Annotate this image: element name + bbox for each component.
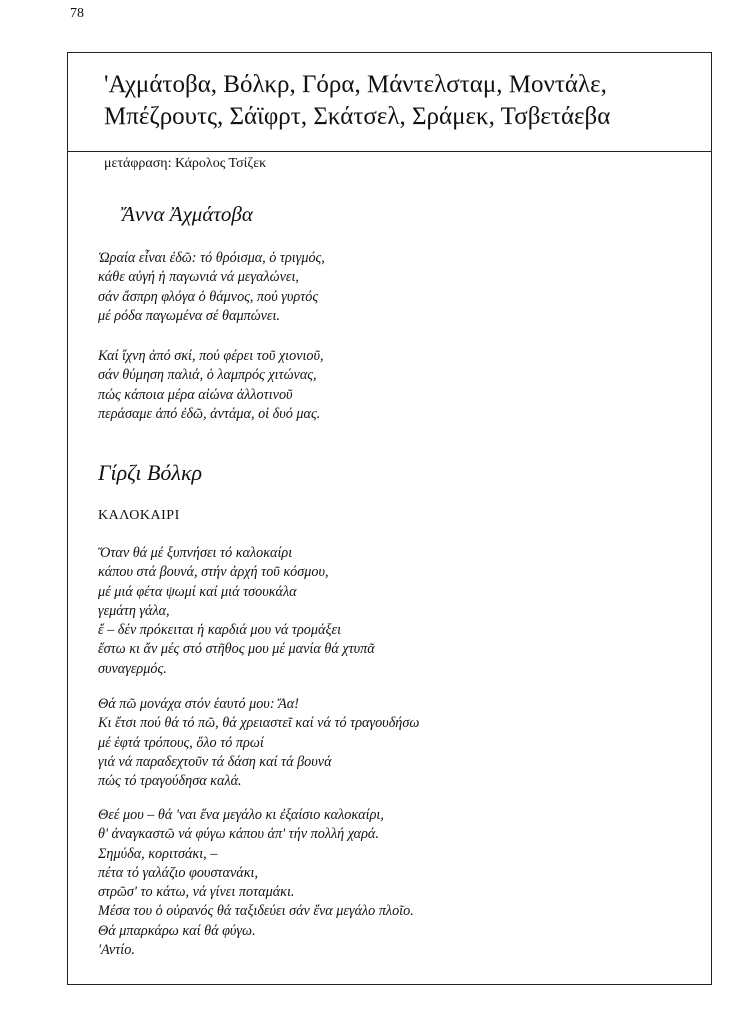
poem-title: ΚΑΛΟΚΑΙΡΙ: [98, 508, 180, 523]
poem-line: κάπου στά βουνά, στήν ἀρχή τοῦ κόσμου,: [98, 564, 329, 581]
poem-line: Ὡραία εἶναι ἐδῶ: τό θρόισμα, ὁ τριγμός,: [98, 250, 325, 266]
poem-line: Θεέ μου – θά 'ναι ἕνα μεγάλο κι ἐξαίσιο καλοκαίρι,: [98, 807, 384, 823]
poem-line: ἔ – δέν πρόκειται ἡ καρδιά μου νά τρομάξει: [98, 622, 342, 639]
poem-line: κάθε αὐγή ἡ παγωνιά νά μεγαλώνει,: [98, 269, 299, 286]
poem-line: Μέσα του ὁ οὐρανός θά ταξιδεύει σάν ἕνα μεγάλο πλοῖο.: [98, 903, 414, 920]
poem-line: γιά νά παραδεχτοῦν τά δάση καί τά βουνά: [98, 753, 332, 770]
poem-line: πώς τό τραγούδησα καλά.: [98, 773, 242, 790]
poem-line: Θά πῶ μονάχα στόν ἑαυτό μου: Ἄα!: [98, 696, 299, 712]
poem-line: Κι ἔτσι πού θά τό πῶ, θά χρειαστεῖ καί νά τό τραγουδήσω: [98, 715, 420, 732]
poem-line: στρῶσ' το κάτω, νά γίνει ποταμάκι.: [98, 884, 295, 901]
poem-line: σάν ἄσπρη φλόγα ὁ θάμνος, πού γυρτός: [98, 288, 319, 305]
poem-line: συναγερμός.: [98, 660, 167, 677]
poem-line: 'Αντίο.: [98, 942, 135, 959]
poem-line: ἔστω κι ἄν μές στό στῆθος μου μέ μανία θά χτυπᾶ: [98, 641, 375, 658]
poem-line: πέτα τό γαλάζιο φουστανάκι,: [98, 864, 259, 881]
poem-line: Καί ἴχνη ἀπό σκί, πού φέρει τοῦ χιονιοῦ,: [98, 348, 324, 364]
poet-name-akhmatova: Ἄννα Ἀχμάτοβα: [122, 202, 253, 226]
poem-line: μέ ρόδα παγωμένα σέ θαμπώνει.: [98, 307, 280, 324]
poem-line: Ὅταν θά μέ ξυπνήσει τό καλοκαίρι: [98, 545, 293, 561]
title-line-2: Μπέζρουτς, Σάϊφρτ, Σκάτσελ, Σράμεκ, Τσβετάεβα: [104, 103, 611, 130]
poem-line: μέ μιά φέτα ψωμί καί μιά τσουκάλα: [98, 583, 297, 600]
poem-line: μέ ἑφτά τρόπους, ὅλο τό πρωί: [98, 734, 264, 751]
stanza: [98, 695, 419, 791]
stanza: [98, 347, 324, 424]
stanza: [98, 544, 375, 679]
stanza: [98, 806, 414, 960]
poem-line: πώς κάποια μέρα αἰώνα ἀλλοτινοῦ: [98, 386, 293, 403]
poem-line: Σημύδα, κοριτσάκι, –: [98, 845, 218, 862]
stanza: [98, 249, 325, 326]
translator-credit: μετάφραση: Κάρολος Τσίζεκ: [104, 156, 267, 171]
poem-line: Θά μπαρκάρω καί θά φύγω.: [98, 922, 256, 939]
poem-line: περάσαμε ἀπό ἐδῶ, ἀντάμα, οἱ δυό μας.: [98, 405, 321, 422]
title-box: [68, 53, 711, 152]
page-number: 78: [70, 6, 84, 21]
title-line-1: 'Αχμάτοβα, Βόλκρ, Γόρα, Μάντελσταμ, Μοντάλε,: [104, 71, 607, 98]
poem-line: γεμάτη γάλα,: [98, 602, 170, 619]
poet-name-wolker: Γίρζι Βόλκρ: [98, 460, 203, 485]
poem-line: σάν θύμηση παλιά, ὁ λαμπρός χιτώνας,: [98, 367, 317, 384]
content-frame: [67, 52, 712, 985]
poem-line: θ' ἀναγκαστῶ νά φύγω κάπου ἀπ' τήν πολλή χαρά.: [98, 826, 379, 843]
